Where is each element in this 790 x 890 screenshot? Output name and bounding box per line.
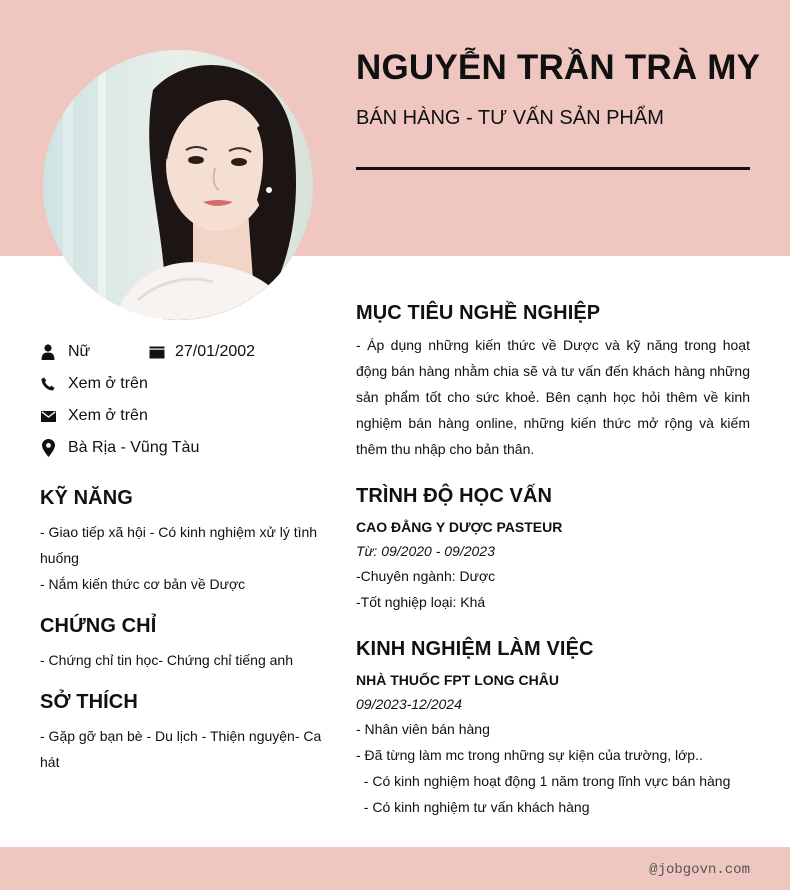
experience-item: - Đã từng làm mc trong những sự kiện của trường, lớp.. [356,747,703,763]
education-school: CAO ĐẲNG Y DƯỢC PASTEUR [356,519,563,535]
experience-item: - Nhân viên bán hàng [356,721,490,737]
education-period: Từ: 09/2020 - 09/2023 [356,543,495,559]
objective-title: MỤC TIÊU NGHỀ NGHIỆP [356,302,601,324]
email-value: Xem ở trên [68,407,148,424]
phone-icon [40,376,56,392]
hobbies-title: SỞ THÍCH [40,691,138,713]
calendar-icon [149,344,165,360]
gender-value: Nữ [68,343,91,360]
birthday-row [149,343,255,361]
education-major: -Chuyên ngành: Dược [356,568,496,584]
experience-title: KINH NGHIỆM LÀM VIỆC [356,638,594,660]
gender-row [40,343,90,361]
skills-text-1: - Giao tiếp xã hội - Có kinh nghiệm xử lý tình huống [40,524,318,566]
address-value: Bà Rịa - Vũng Tàu [68,439,200,456]
address-row [40,439,199,457]
phone-row [40,375,148,393]
job-title: BÁN HÀNG - TƯ VẤN SẢN PHẨM [356,107,664,129]
location-pin-icon [40,440,56,456]
education-grade: -Tốt nghiệp loại: Khá [356,594,486,610]
experience-item: - Có kinh nghiệm tư vấn khách hàng [356,799,590,815]
skills-title: KỸ NĂNG [40,487,133,509]
experience-item: - Có kinh nghiệm hoạt động 1 năm trong lĩnh vực bán hàng [356,773,731,789]
objective-text: - Áp dụng những kiến thức về Dược và kỹ năng trong hoạt động bán hàng nhằm chia sẽ và tư vấn đến khách hàng những sản phẩm tốt cho sức khoẻ. Bên cạnh học hỏi thêm về kinh nghiệm bán hàng online, những kiến thức mở rộng và kiếm thêm thu nhập cho bản thân. [356,337,750,457]
header-divider [356,167,750,170]
education-title: TRÌNH ĐỘ HỌC VẤN [356,485,553,507]
experience-company: NHÀ THUỐC FPT LONG CHÂU [356,672,559,688]
experience-period: 09/2023-12/2024 [356,696,462,712]
hobbies-text: - Gặp gỡ bạn bè - Du lịch - Thiện nguyện- Ca hát [40,728,322,770]
profile-photo [43,50,313,320]
certificates-title: CHỨNG CHỈ [40,615,157,637]
birthday-value: 27/01/2002 [175,343,256,360]
person-icon [40,344,56,360]
candidate-name: NGUYỄN TRẦN TRÀ MY [356,48,761,87]
certificates-text: - Chứng chỉ tin học- Chứng chỉ tiếng anh [40,652,293,668]
phone-value: Xem ở trên [68,375,148,392]
mail-icon [40,408,56,424]
watermark: @jobgovn.com [649,862,750,878]
skills-text-2: - Nắm kiến thức cơ bản về Dược [40,576,246,592]
email-row [40,407,148,425]
